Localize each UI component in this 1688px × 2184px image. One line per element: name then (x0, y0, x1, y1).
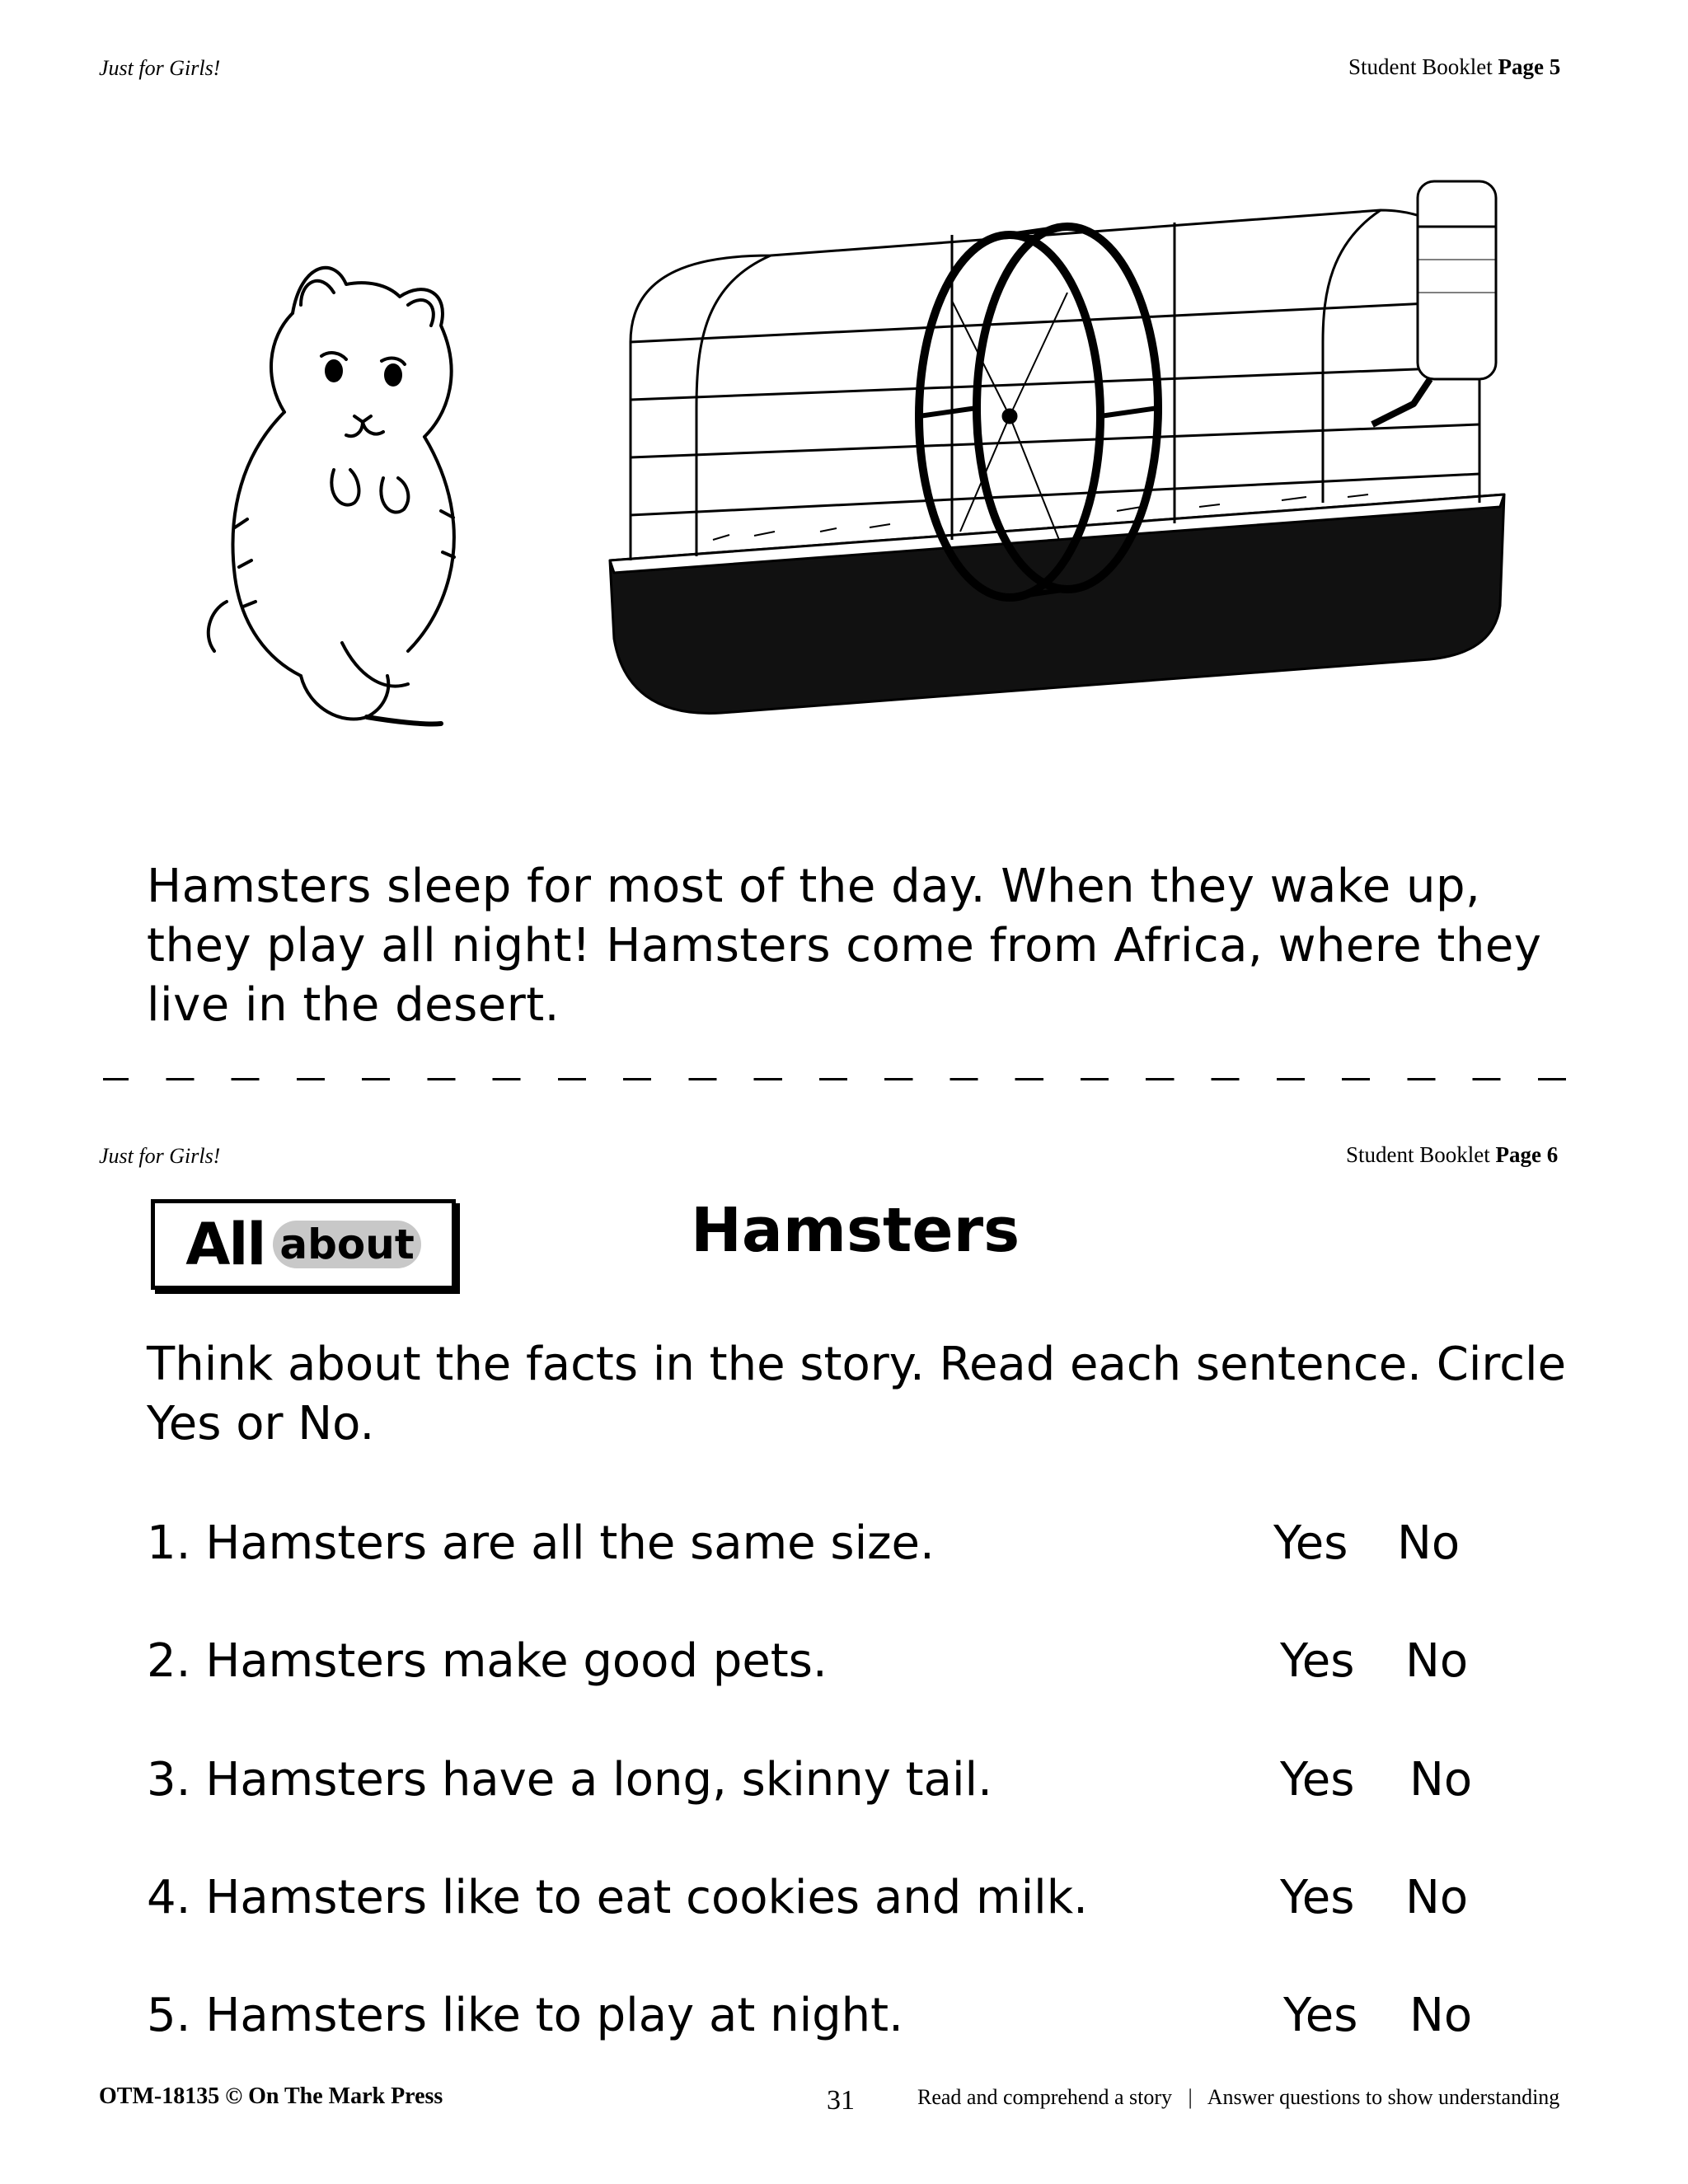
page-label: Page 6 (1495, 1142, 1559, 1167)
no-option[interactable]: No (1397, 1516, 1461, 1570)
question-number: 2. (147, 1634, 191, 1688)
question-number: 1. (147, 1516, 191, 1570)
hamster-illustration (177, 247, 523, 758)
question-text: Hamsters like to eat cookies and milk. (205, 1871, 1088, 1924)
yes-option[interactable]: Yes (1280, 1634, 1355, 1688)
page6-header-booklet (1346, 1142, 1558, 1168)
question-number: 5. (147, 1989, 191, 2042)
cut-line-divider (103, 1078, 1582, 1080)
footer-publisher: OTM-18135 © On The Mark Press (99, 2083, 443, 2109)
question-text: Hamsters have a long, skinny tail. (205, 1753, 992, 1807)
footer-skills: Read and comprehend a story | Answer questions to show understanding (917, 2085, 1560, 2109)
page-title: Hamsters (691, 1195, 1020, 1266)
question-4 (147, 1871, 1088, 1924)
booklet-label: Student Booklet (1348, 54, 1493, 79)
instructions: Think about the facts in the story. Read each sentence. Circle Yes or No. (147, 1338, 1567, 1451)
page-label: Page 5 (1498, 54, 1561, 79)
badge-all-text: All (185, 1211, 265, 1278)
question-1 (147, 1516, 935, 1570)
question-text: Hamsters like to play at night. (205, 1989, 903, 2042)
question-3 (147, 1753, 992, 1807)
question-text: Hamsters make good pets. (205, 1634, 828, 1688)
yes-option[interactable]: Yes (1283, 1989, 1358, 2042)
question-5 (147, 1989, 903, 2042)
page5-header-title: Just for Girls! (99, 56, 221, 80)
yes-option[interactable]: Yes (1280, 1753, 1355, 1807)
hamster-cage-illustration (606, 177, 1517, 721)
story-paragraph: Hamsters sleep for most of the day. When they wake up, they play all night! Hamsters come from Africa, where they live in the desert. (147, 860, 1542, 1032)
question-number: 4. (147, 1871, 191, 1924)
question-2 (147, 1634, 828, 1688)
badge-about-text: about (273, 1221, 420, 1268)
all-about-badge (151, 1199, 456, 1290)
question-number: 3. (147, 1753, 191, 1807)
booklet-label: Student Booklet (1346, 1142, 1490, 1167)
footer-page-number: 31 (827, 2085, 855, 2116)
yes-option[interactable]: Yes (1280, 1871, 1355, 1924)
page5-header-booklet (1348, 54, 1560, 80)
no-option[interactable]: No (1409, 1753, 1473, 1807)
page6-header-title: Just for Girls! (99, 1144, 221, 1168)
no-option[interactable]: No (1405, 1634, 1469, 1688)
question-text: Hamsters are all the same size. (205, 1516, 935, 1570)
no-option[interactable]: No (1405, 1871, 1469, 1924)
yes-option[interactable]: Yes (1273, 1516, 1348, 1570)
no-option[interactable]: No (1409, 1989, 1473, 2042)
